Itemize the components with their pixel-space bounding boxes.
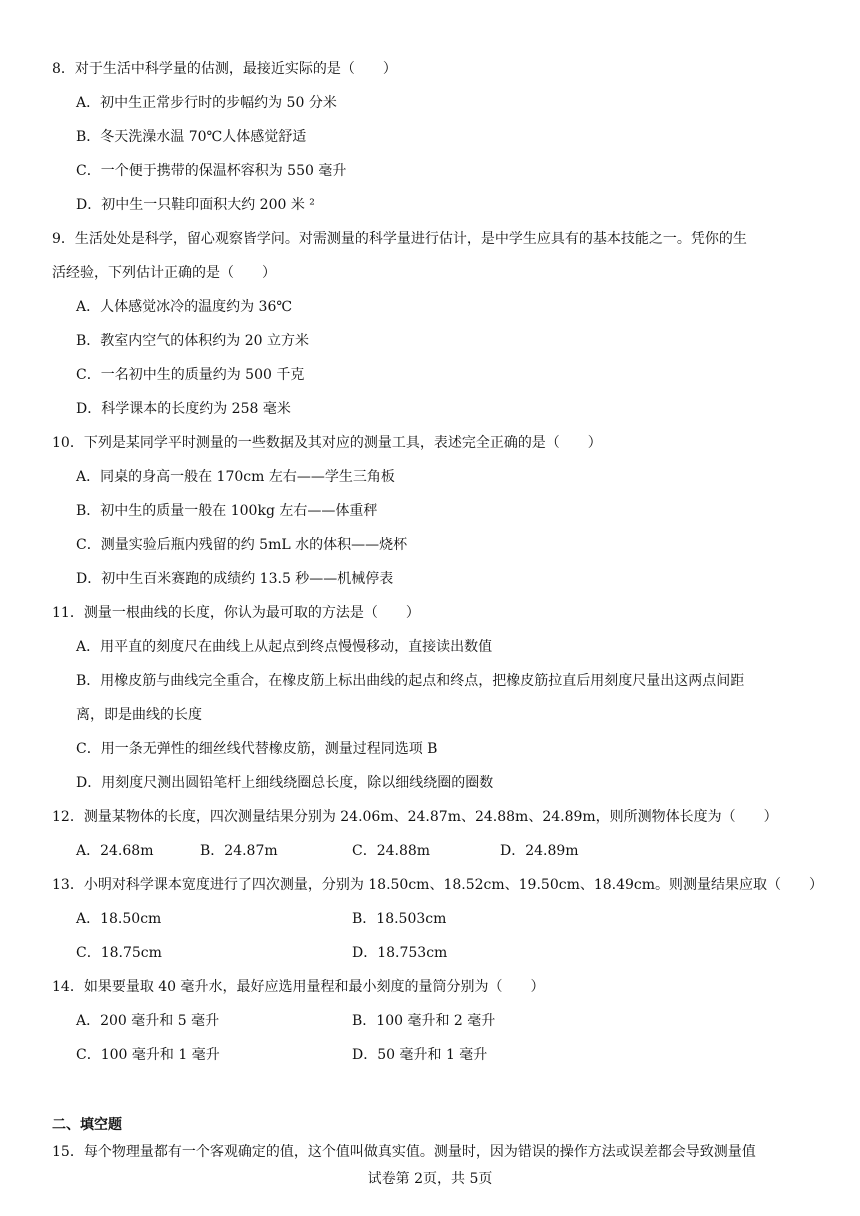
question-12-option-b: B．24.87m: [200, 843, 278, 859]
question-13-stem: 13．小明对科学课本宽度进行了四次测量，分别为 18.50cm、18.52cm、19.50cm、18.49cm。则测量结果应取（ ）: [52, 877, 824, 893]
question-12-stem: 12．测量某物体的长度，四次测量结果分别为 24.06m、24.87m、24.88m、24.89m，则所测物体长度为（ ）: [52, 809, 778, 825]
question-9-stem-line2: 活经验，下列估计正确的是（ ）: [52, 265, 276, 281]
question-11-option-b-line1: B．用橡皮筋与曲线完全重合，在橡皮筋上标出曲线的起点和终点，把橡皮筋拉直后用刻度尺量出这两点间距: [76, 673, 745, 689]
question-8-option-a: A．初中生正常步行时的步幅约为 50 分米: [76, 95, 337, 111]
question-14-stem: 14．如果要量取 40 毫升水，最好应选用量程和最小刻度的量筒分别为（ ）: [52, 979, 545, 995]
question-11-option-a: A．用平直的刻度尺在曲线上从起点到终点慢慢移动，直接读出数值: [76, 639, 493, 655]
question-12-option-c: C．24.88m: [352, 843, 431, 859]
question-8-option-c: C．一个便于携带的保温杯容积为 550 毫升: [76, 163, 347, 179]
question-9-option-d: D．科学课本的长度约为 258 毫米: [76, 401, 291, 417]
question-13-option-c: C．18.75cm: [76, 945, 162, 961]
question-8-option-d: D．初中生一只鞋印面积大约 200 米 ²: [76, 197, 315, 213]
question-9-option-c: C．一名初中生的质量约为 500 千克: [76, 367, 305, 383]
question-14-option-a: A．200 毫升和 5 毫升: [76, 1013, 220, 1029]
question-14-option-b: B．100 毫升和 2 毫升: [352, 1013, 496, 1029]
question-12-option-a: A．24.68m: [76, 843, 154, 859]
question-10-option-a: A．同桌的身高一般在 170cm 左右——学生三角板: [76, 469, 395, 485]
question-8-option-b: B．冬天洗澡水温 70℃人体感觉舒适: [76, 129, 307, 145]
question-14-option-d: D．50 毫升和 1 毫升: [352, 1047, 488, 1063]
question-12-option-d: D．24.89m: [500, 843, 579, 859]
question-15-stem-line1: 15．每个物理量都有一个客观确定的值，这个值叫做真实值。测量时，因为错误的操作方法或误差都会导致测量值: [52, 1144, 756, 1160]
page-footer: 试卷第 2页，共 5页: [367, 1171, 493, 1187]
section-title-fill-in: 二、填空题: [52, 1117, 122, 1133]
question-10-option-c: C．测量实验后瓶内残留的约 5mL 水的体积——烧杯: [76, 537, 408, 553]
question-13-option-d: D．18.753cm: [352, 945, 448, 961]
question-10-option-b: B．初中生的质量一般在 100kg 左右——体重秤: [76, 503, 378, 519]
question-14-option-c: C．100 毫升和 1 毫升: [76, 1047, 220, 1063]
question-10-option-d: D．初中生百米赛跑的成绩约 13.5 秒——机械停表: [76, 571, 394, 587]
question-11-stem: 11．测量一根曲线的长度，你认为最可取的方法是（ ）: [52, 605, 420, 621]
question-9-option-b: B．教室内空气的体积约为 20 立方米: [76, 333, 310, 349]
question-13-option-b: B．18.503cm: [352, 911, 447, 927]
question-9-option-a: A．人体感觉冰冷的温度约为 36℃: [76, 299, 293, 315]
question-11-option-c: C．用一条无弹性的细丝线代替橡皮筋，测量过程同选项 B: [76, 741, 438, 757]
question-13-option-a: A．18.50cm: [76, 911, 162, 927]
question-11-option-b-line2: 离，即是曲线的长度: [76, 707, 202, 723]
question-9-stem-line1: 9．生活处处是科学，留心观察皆学问。对需测量的科学量进行估计，是中学生应具有的基本技能之一。凭你的生: [52, 231, 747, 247]
question-8-stem: 8．对于生活中科学量的估测，最接近实际的是（ ）: [52, 61, 397, 77]
question-10-stem: 10．下列是某同学平时测量的一些数据及其对应的测量工具，表述完全正确的是（ ）: [52, 435, 602, 451]
question-11-option-d: D．用刻度尺测出圆铅笔杆上细线绕圈总长度，除以细线绕圈的圈数: [76, 775, 494, 791]
